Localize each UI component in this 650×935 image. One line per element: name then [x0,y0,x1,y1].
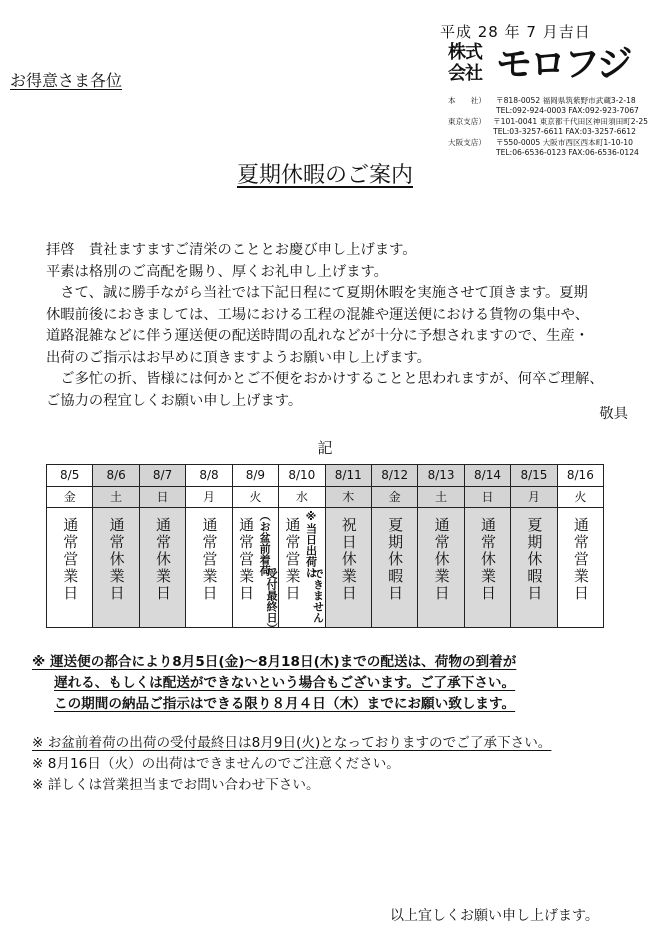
calendar-day [278,465,324,627]
body-line: さて、誠に勝手ながら当社では下記日程にて夏期休暇を実施させて頂きます。夏期 [46,285,588,301]
calendar-day [92,465,138,627]
calendar-day [464,465,510,627]
calendar-status: 通常休業日 [479,517,497,602]
ki-heading: 記 [317,439,333,457]
calendar-status-cell [326,508,371,627]
letter-body [46,240,631,412]
calendar-day [371,465,417,627]
calendar-weekday: 火 [558,487,603,508]
calendar-status-cell [418,508,463,627]
calendar-day [557,465,603,627]
calendar-status: 通常営業日 [200,517,219,602]
body-line: 休暇前後におきましては、工場における工程の混雑や運送便における貨物の集中や、 [46,306,589,323]
calendar-weekday: 日 [140,487,185,508]
calendar-status: 通常営業日 [571,517,590,602]
body-line: ご多忙の折、皆様には何かとご不便をおかけすることと思われますが、何卒ご理解、 [46,371,604,387]
note-shipping-line1: ※ 運送便の都合により8月5日(金)～8月18日(木)までの配送は、荷物の到着が [32,654,517,670]
calendar-status: 祝日休業日 [339,517,358,602]
calendar-day [185,465,231,627]
calendar-status-cell [465,508,510,627]
calendar-status: 通常営業日 [283,517,302,602]
calendar-date: 8/12 [372,465,417,487]
body-line: 出荷のご指示はお早めに頂きますようお願い申し上げます。 [46,349,431,366]
calendar-date: 8/7 [140,465,185,487]
calendar-date: 8/16 [558,465,603,487]
calendar-status: 通常営業日 [237,517,256,602]
note-deadline: ※ お盆前着荷の出荷の受付最終日は8月9日(火)となっておりますのでご了承下さい。 [32,735,552,751]
calendar-note-continued: できません [311,568,325,623]
note-shipping-line2: 遅れる、もしくは配送ができないという場合もございます。ご了承下さい。 [54,675,516,691]
calendar-status: 通常休業日 [107,517,126,602]
calendar-day [47,465,92,627]
calendar-weekday: 日 [465,487,510,508]
calendar-status: 夏期休暇日 [386,517,405,602]
calendar-weekday: 土 [418,487,463,508]
calendar-status: 通常休業日 [432,517,451,602]
office-osaka: 大阪支店） 〒550-0005 大阪市西区西本町1-10-10 TEL:06-6536-0123 FAX:06-6536-0124 [448,137,639,158]
calendar-weekday: 火 [233,487,278,508]
company-logo [448,40,643,90]
holiday-calendar [46,464,604,634]
calendar-status-cell [47,508,92,627]
note-shipping-line3: この期間の納品ご指示はできる限り８月４日（木）までにお願い致します。 [54,696,516,712]
logo-brand: モロフジ [496,44,631,85]
note-contact: ※ 詳しくは営業担当までお問い合わせ下さい。 [32,777,320,793]
calendar-weekday: 月 [511,487,556,508]
calendar-note-continued: 受付最終日） [265,568,279,634]
issue-date: 平成 28 年 7 月吉日 [440,23,591,41]
calendar-status-cell [279,508,324,627]
calendar-weekday: 金 [47,487,92,508]
calendar-weekday: 木 [326,487,371,508]
body-line: 平素は格別のご高配を賜り、厚くお礼申し上げます。 [46,263,388,280]
calendar-status-cell [511,508,556,627]
calendar-date: 8/8 [186,465,231,487]
calendar-weekday: 水 [279,487,324,508]
body-line: 道路混雑などに伴う運送便の配送時間の乱れなどが十分に予想されますので、生産・ [46,328,589,344]
calendar-note: ※当日出荷は [304,510,318,578]
calendar-weekday: 金 [372,487,417,508]
calendar-date: 8/11 [326,465,371,487]
calendar-day [325,465,371,627]
body-line: 拝啓 貴社ますますご清栄のこととお慶び申し上げます。 [46,242,417,258]
office-tokyo: 東京支店） 〒101-0041 東京都千代田区神田須田町2-25 TEL:03-3257-6611 FAX:03-3257-6612 [448,116,648,137]
calendar-weekday: 土 [93,487,138,508]
calendar-status: 通常休業日 [154,517,173,602]
calendar-date: 8/13 [418,465,463,487]
logo-kabushiki: 株式 会社 [448,42,482,84]
calendar-date: 8/9 [233,465,278,487]
calendar-status: 夏期休暇日 [525,517,544,602]
calendar-status: 通常営業日 [61,517,80,602]
calendar-status-cell [140,508,185,627]
body-line: ご協力の程宜しくお願い申し上げます。 [46,392,303,409]
calendar-day [139,465,185,627]
notes [32,652,642,796]
calendar-date: 8/14 [465,465,510,487]
note-no-shipping: ※ 8月16日（火）の出荷はできませんのでご注意ください。 [32,756,400,772]
calendar-note: （お盆前着荷 [258,510,272,576]
calendar-status-cell [233,508,279,634]
calendar-status-cell [93,508,138,627]
calendar-day [510,465,556,627]
calendar-day [417,465,463,627]
recipient: お得意さま各位 [10,71,123,90]
calendar-date: 8/5 [47,465,92,487]
calendar-day [232,465,279,634]
document-title: 夏期休暇のご案内 [236,163,413,188]
keigu: 敬具 [599,406,628,422]
calendar-status-cell [186,508,231,627]
company-offices [448,96,648,158]
office-head: 本 社） 〒818-0052 福岡県筑紫野市武蔵3-2-18 TEL:092-924-0003 FAX:092-923-7067 [448,96,639,116]
calendar-date: 8/6 [93,465,138,487]
calendar-date: 8/10 [279,465,324,487]
calendar-date: 8/15 [511,465,556,487]
closing: 以上宜しくお願い申し上げます。 [390,908,599,924]
calendar-status-cell [558,508,603,627]
calendar-weekday: 月 [186,487,231,508]
calendar-status-cell [372,508,417,627]
